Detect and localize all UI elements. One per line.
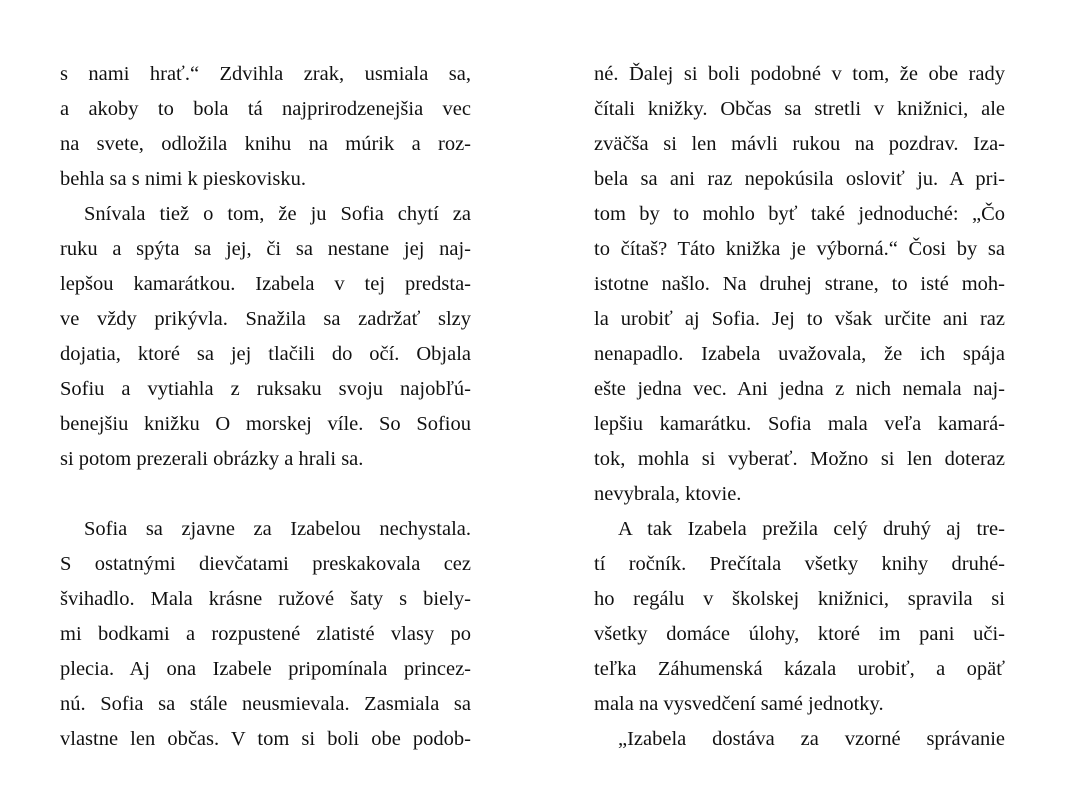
text-line: na svete, odložila knihu na múrik a roz- [60, 133, 471, 155]
text-line: istotne našlo. Na druhej strane, to isté moh- [594, 273, 1005, 295]
text-line: la urobiť aj Sofia. Jej to však určite ani raz [594, 308, 1005, 330]
text-line: né. Ďalej si boli podobné v tom, že obe rady [594, 63, 1005, 85]
text-line: teľka Záhumenská kázala urobiť, a opäť [594, 658, 1005, 680]
text-line: nenapadlo. Izabela uvažovala, že ich spája [594, 343, 1005, 365]
text-line: čítali knižky. Občas sa stretli v knižnici, ale [594, 98, 1005, 120]
section-break [60, 477, 471, 512]
text-line: mi bodkami a rozpustené zlatisté vlasy po [60, 623, 471, 645]
text-line: S ostatnými dievčatami preskakovala cez [60, 553, 471, 575]
text-line: ruku a spýta sa jej, či sa nestane jej naj- [60, 238, 471, 260]
text-line: to čítaš? Táto knižka je výborná.“ Čosi by sa [594, 238, 1005, 260]
text-line: nevybrala, ktovie. [594, 483, 742, 505]
text-line: s nami hrať.“ Zdvihla zrak, usmiala sa, [60, 63, 471, 85]
text-line: ho regálu v školskej knižnici, spravila si [594, 588, 1005, 610]
text-line: zväčša si len mávli rukou na pozdrav. Iza- [594, 133, 1005, 155]
text-line: plecia. Aj ona Izabele pripomínala princez- [60, 658, 471, 680]
text-line: behla sa s nimi k pieskovisku. [60, 168, 306, 190]
text-line: a akoby to bola tá najprirodzenejšia vec [60, 98, 471, 120]
right-page [594, 57, 1005, 757]
text-line: nú. Sofia sa stále neusmievala. Zasmiala sa [60, 693, 471, 715]
text-line: tí ročník. Prečítala všetky knihy druhé- [594, 553, 1005, 575]
text-line: vlastne len občas. V tom si boli obe podob- [60, 728, 471, 750]
text-line: všetky domáce úlohy, ktoré im pani uči- [594, 623, 1005, 645]
text-line: A tak Izabela prežila celý druhý aj tre- [618, 518, 1005, 540]
text-line: ešte jedna vec. Ani jedna z nich nemala naj- [594, 378, 1005, 400]
text-line: dojatia, ktoré sa jej tlačili do očí. Objala [60, 343, 471, 365]
text-line: Snívala tiež o tom, že ju Sofia chytí za [84, 203, 471, 225]
text-line: Sofiu a vytiahla z ruksaku svoju najobľú- [60, 378, 471, 400]
text-line: Sofia sa zjavne za Izabelou nechystala. [84, 518, 471, 540]
text-line: švihadlo. Mala krásne ružové šaty s biely- [60, 588, 471, 610]
text-line: si potom prezerali obrázky a hrali sa. [60, 448, 364, 470]
left-page [60, 57, 471, 757]
text-line: lepšiu kamarátku. Sofia mala veľa kamará- [594, 413, 1005, 435]
text-line: „Izabela dostáva za vzorné správanie [618, 728, 1005, 750]
text-line: benejšiu knižku O morskej víle. So Sofiou [60, 413, 471, 435]
text-line: tok, mohla si vyberať. Možno si len doteraz [594, 448, 1005, 470]
text-line: mala na vysvedčení samé jednotky. [594, 693, 884, 715]
text-line: tom by to mohlo byť také jednoduché: „Čo [594, 203, 1005, 225]
text-line: lepšou kamarátkou. Izabela v tej predsta- [60, 273, 471, 295]
text-line: bela sa ani raz nepokúsila osloviť ju. A pri- [594, 168, 1005, 190]
text-line: ve vždy prikývla. Snažila sa zadržať slzy [60, 308, 471, 330]
